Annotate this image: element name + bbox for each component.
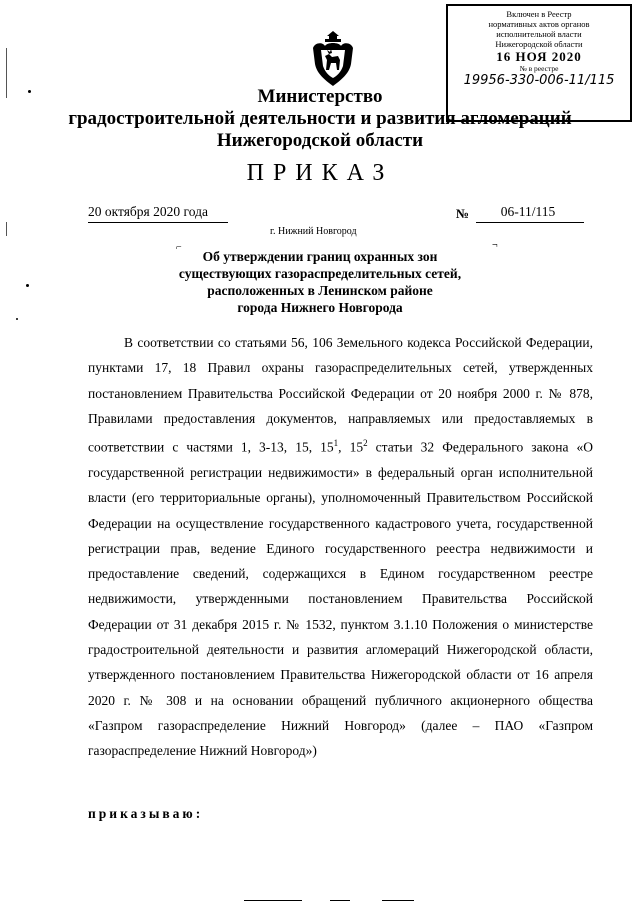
coat-of-arms-icon bbox=[305, 30, 361, 88]
title-line: города Нижнего Новгорода bbox=[237, 300, 403, 315]
date-underline bbox=[88, 222, 228, 223]
superscript: 1 bbox=[333, 438, 339, 449]
title-corner-left: ⌐ bbox=[176, 242, 182, 253]
scan-mark bbox=[26, 284, 29, 287]
body-paragraph bbox=[88, 330, 593, 764]
scan-edge bbox=[244, 900, 302, 901]
stamp-line: Включен в Реестр bbox=[506, 9, 572, 19]
scan-mark bbox=[16, 318, 18, 320]
scan-edge bbox=[382, 900, 414, 901]
stamp-line: нормативных актов органов bbox=[488, 19, 590, 29]
stamp-reg-number: 19956-330-006-11/115 bbox=[463, 73, 615, 88]
doc-date: 20 октября 2020 года bbox=[88, 204, 208, 219]
title-line: существующих газораспределительных сетей, bbox=[178, 266, 462, 281]
scan-edge bbox=[330, 900, 350, 901]
body-text: В соответствии со статьями 56, 106 Земельного кодекса Российской Федерации, пунктами 17, 18 Правил охраны газораспределительных сетей, утвержденных постановлением Правительства Российской Федерации от 20 ноября 2000 г. № 878, Правилами предоставления документов, направляемых или предоставляемых в соответствии с частями 1, 3-13, 15, 15 bbox=[88, 335, 593, 455]
doc-number-label: № bbox=[456, 206, 470, 221]
org-name-line: градостроительной деятельности и развития агломераций bbox=[68, 108, 572, 129]
order-word: приказываю: bbox=[88, 806, 204, 821]
number-underline bbox=[476, 222, 584, 223]
stamp-reg-label: № в реестре bbox=[519, 64, 559, 73]
stamp-date: 16 НОЯ 2020 bbox=[496, 49, 582, 64]
org-name-line: Нижегородской области bbox=[216, 130, 424, 151]
doc-title bbox=[150, 248, 490, 316]
stamp-line: Нижегородской области bbox=[495, 39, 583, 49]
title-corner-right: ¬ bbox=[492, 240, 498, 251]
superscript: 2 bbox=[363, 438, 368, 449]
doc-type-heading: ПРИКАЗ bbox=[246, 160, 394, 186]
body-text: статьи 32 Федерального закона «О государственной регистрации недвижимости» в федеральный орган исполнительной власти (его территориальные органы), уполномоченный Правительством Российской Федерации на осуществление государственного кадастрового учета, государственной регистрации прав, ведение Единого государственного реестра недвижимости и предоставление сведений, содержащихся в Едином государственном реестре недвижимости, утвержденными постановлением Правительства Российской Федерации от 31 декабря 2015 г. № 1532, пунктом 3.1.10 Положения о министерстве градостроительной деятельности и развития агломераций Нижегородской области, утвержденного постановлением Правительства Нижегородской области от 16 апреля 2020 г. № 308 и на основании обращений публичного акционерного общества «Газпром газораспределение Нижний Новгород» (далее – ПАО «Газпром газораспределение Нижний Новгород») bbox=[88, 439, 593, 759]
doc-city: г. Нижний Новгород bbox=[270, 226, 357, 237]
doc-number: 06-11/115 bbox=[500, 204, 556, 219]
scan-line bbox=[6, 222, 7, 236]
stamp-line: исполнительной власти bbox=[496, 29, 582, 39]
title-line: Об утверждении границ охранных зон bbox=[202, 249, 438, 264]
body-text: , 15 bbox=[338, 439, 364, 455]
title-line: расположенных в Ленинском районе bbox=[207, 283, 433, 298]
org-name-line: Министерство bbox=[257, 86, 383, 107]
